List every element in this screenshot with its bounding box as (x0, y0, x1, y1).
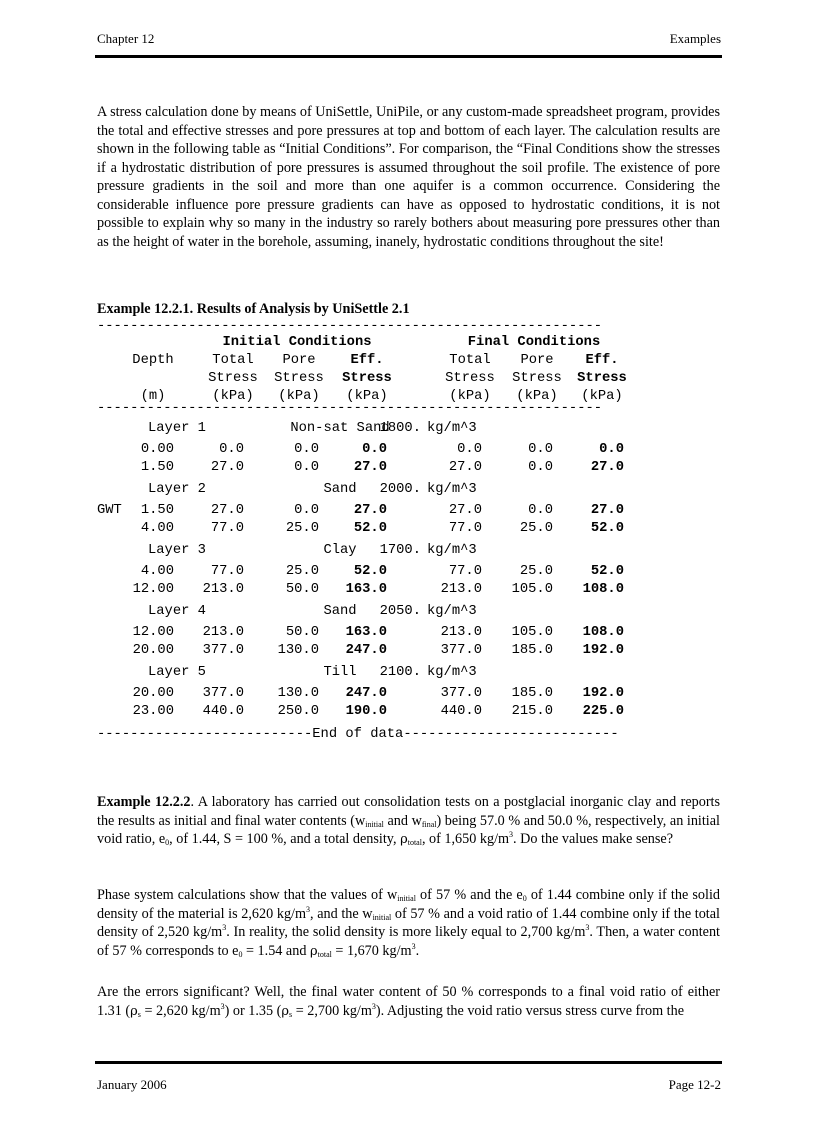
final-effective-stress: 27.0 (590, 503, 624, 518)
initial-pore-stress: 0.0 (294, 442, 319, 457)
initial-pore-stress: 0.0 (294, 503, 319, 518)
depth-value: 12.00 (132, 582, 174, 597)
layer-soil: Sand (323, 604, 357, 619)
final-effective-stress: 108.0 (582, 582, 624, 597)
footer-date: January 2006 (97, 1077, 167, 1092)
final-total-stress: 27.0 (448, 460, 482, 475)
final-pore-stress: 105.0 (511, 625, 553, 640)
layer-unit: kg/m^3 (427, 665, 477, 680)
col-header-initial-eff: Eff. (350, 353, 384, 368)
example-2-text: . A laboratory has carried out consolidation tests on a postglacial inorganic clay and reports the results as initial and final water contents ($w_{initial}$ and $w_{final}$) being 57.0 % and 50.0 %, respectively, an initial void ratio, $e_0$, of 1.44, S = 100 %, and a total density, $\rho_{total}$, of 1,650 $kg/m^3$. Do the values make sense? (97, 794, 721, 847)
final-effective-stress: 192.0 (582, 686, 624, 701)
col-header-final-total: (kPa) (449, 389, 491, 404)
initial-pore-stress: 25.0 (285, 521, 319, 536)
initial-pore-stress: 130.0 (277, 686, 319, 701)
layer-name: Layer 1 (148, 421, 206, 436)
initial-effective-stress: 163.0 (345, 582, 387, 597)
table-top-rule: ------------------------------------------------------------- (97, 319, 603, 334)
depth-value: 23.00 (132, 704, 174, 719)
initial-effective-stress: 247.0 (345, 686, 387, 701)
final-total-stress: 377.0 (440, 686, 482, 701)
initial-pore-stress: 50.0 (285, 582, 319, 597)
final-effective-stress: 27.0 (590, 460, 624, 475)
col-header-initial-total: Stress (208, 371, 258, 386)
depth-value: 1.50 (140, 503, 174, 518)
col-header-initial-total: Total (212, 353, 254, 368)
depth-value: 4.00 (140, 564, 174, 579)
final-pore-stress: 0.0 (528, 503, 553, 518)
layer-density: 2100. (379, 665, 421, 680)
final-total-stress: 213.0 (440, 582, 482, 597)
final-pore-stress: 185.0 (511, 686, 553, 701)
initial-pore-stress: 25.0 (285, 564, 319, 579)
depth-value: 12.00 (132, 625, 174, 640)
gwt-marker: GWT (97, 503, 122, 518)
initial-pore-stress: 0.0 (294, 460, 319, 475)
col-header-initial-pore: (kPa) (278, 389, 320, 404)
header-section: Examples (669, 31, 721, 46)
col-header-initial-eff: Stress (342, 371, 392, 386)
table-header-rule: ------------------------------------------------------------- (97, 401, 603, 416)
initial-conditions-heading: Initial Conditions (222, 335, 372, 350)
example-1-title: Example 12.2.1. Results of Analysis by UniSettle 2.1 (97, 301, 410, 317)
final-pore-stress: 0.0 (528, 460, 553, 475)
layer-soil: Sand (323, 482, 357, 497)
col-header-final-pore: (kPa) (516, 389, 558, 404)
end-of-data-line: --------------------------End of data-------------------------- (97, 727, 619, 742)
final-total-stress: 377.0 (440, 643, 482, 658)
depth-value: 0.00 (140, 442, 174, 457)
initial-effective-stress: 52.0 (353, 521, 387, 536)
initial-total-stress: 77.0 (210, 564, 244, 579)
layer-name: Layer 2 (148, 482, 206, 497)
final-effective-stress: 192.0 (582, 643, 624, 658)
depth-value: 1.50 (140, 460, 174, 475)
col-header-final-pore: Pore (520, 353, 554, 368)
final-total-stress: 27.0 (448, 503, 482, 518)
final-total-stress: 77.0 (448, 521, 482, 536)
col-header-final-total: Total (449, 353, 491, 368)
layer-name: Layer 3 (148, 543, 206, 558)
layer-density: 1800. (379, 421, 421, 436)
initial-effective-stress: 27.0 (353, 503, 387, 518)
layer-name: Layer 4 (148, 604, 206, 619)
col-header-final-total: Stress (445, 371, 495, 386)
initial-total-stress: 77.0 (210, 521, 244, 536)
initial-total-stress: 440.0 (202, 704, 244, 719)
initial-effective-stress: 27.0 (353, 460, 387, 475)
layer-density: 2000. (379, 482, 421, 497)
initial-total-stress: 377.0 (202, 643, 244, 658)
initial-total-stress: 0.0 (219, 442, 244, 457)
final-pore-stress: 25.0 (519, 521, 553, 536)
initial-effective-stress: 163.0 (345, 625, 387, 640)
initial-total-stress: 213.0 (202, 582, 244, 597)
example-2-paragraph (97, 793, 720, 850)
layer-density: 2050. (379, 604, 421, 619)
final-effective-stress: 52.0 (590, 521, 624, 536)
col-header-final-eff: Stress (577, 371, 627, 386)
final-total-stress: 440.0 (440, 704, 482, 719)
layer-soil: Till (323, 665, 357, 680)
col-header-final-pore: Stress (512, 371, 562, 386)
layer-name: Layer 5 (148, 665, 206, 680)
phase-calc-paragraph: Phase system calculations show that the values of $w_{initial}$ of 57 % and the $e_0$ of 1.44 combine only if the solid density of the material is 2,620 $kg/m^3$, and the $w_{initial}$ of 57 % and a void ratio of 1.44 combine only if the total density of 2,520 $kg/m^3$. In reality, the solid density is more likely equal to 2,700 $kg/m^3$. Then, a water content of 57 % corresponds to $e_0 = 1.54$ and $\rho_{total} = 1,670$ $kg/m^3$. (97, 887, 720, 959)
header-chapter: Chapter 12 (97, 31, 155, 46)
depth-value: 4.00 (140, 521, 174, 536)
final-pore-stress: 105.0 (511, 582, 553, 597)
errors-paragraph: Are the errors significant? Well, the final water content of 50 % corresponds to a final void ratio of either 1.31 ($\rho_s = 2,620$ $kg/m^3$) or 1.35 ($\rho_s = 2,700$ $kg/m^3$). Adjusting the void ratio versus stress curve from the (97, 984, 720, 1019)
col-header-depth: (m) (140, 389, 166, 404)
layer-unit: kg/m^3 (427, 543, 477, 558)
footer-page-number: Page 12-2 (668, 1077, 721, 1092)
initial-total-stress: 213.0 (202, 625, 244, 640)
final-effective-stress: 108.0 (582, 625, 624, 640)
initial-total-stress: 27.0 (210, 503, 244, 518)
initial-total-stress: 377.0 (202, 686, 244, 701)
initial-effective-stress: 0.0 (362, 442, 387, 457)
intro-paragraph: A stress calculation done by means of UniSettle, UniPile, or any custom-made spreadsheet program, provides the total and effective stresses and pore pressures at top and bottom of each layer. The calculation results are shown in the following table as “Initial Conditions”. For comparison, the “Final Conditions show the stresses if a hydrostatic distribution of pore pressures is assumed throughout the soil profile. The existence of pore pressure gradients in the soil and more than one aquifer is a common occurrence. Considering the considerable influence pore pressure gradients can have as opposed to hydrostatic conditions, it is not possible to explain why so many in the industry so rarely bothers about measuring pore pressures other than as the height of water in the borehole, assuming, inanely, hydrostatic conditions throughout the site! (97, 104, 720, 250)
layer-soil: Clay (323, 543, 357, 558)
col-header-initial-pore: Stress (274, 371, 324, 386)
col-header-final-eff: Eff. (585, 353, 619, 368)
layer-soil: Non-sat Sand (290, 421, 390, 436)
initial-total-stress: 27.0 (210, 460, 244, 475)
col-header-initial-pore: Pore (282, 353, 316, 368)
final-conditions-heading: Final Conditions (467, 335, 601, 350)
footer-rule (95, 1061, 722, 1064)
depth-value: 20.00 (132, 643, 174, 658)
final-pore-stress: 215.0 (511, 704, 553, 719)
initial-effective-stress: 52.0 (353, 564, 387, 579)
final-effective-stress: 0.0 (599, 442, 624, 457)
initial-effective-stress: 247.0 (345, 643, 387, 658)
depth-value: 20.00 (132, 686, 174, 701)
initial-pore-stress: 250.0 (277, 704, 319, 719)
layer-unit: kg/m^3 (427, 421, 477, 436)
final-total-stress: 0.0 (457, 442, 482, 457)
layer-unit: kg/m^3 (427, 482, 477, 497)
final-effective-stress: 52.0 (590, 564, 624, 579)
final-total-stress: 213.0 (440, 625, 482, 640)
header-rule (95, 55, 722, 58)
col-header-final-eff: (kPa) (581, 389, 623, 404)
layer-density: 1700. (379, 543, 421, 558)
col-header-depth: Depth (132, 353, 174, 368)
initial-effective-stress: 190.0 (345, 704, 387, 719)
col-header-initial-eff: (kPa) (346, 389, 388, 404)
initial-pore-stress: 130.0 (277, 643, 319, 658)
final-pore-stress: 25.0 (519, 564, 553, 579)
final-pore-stress: 185.0 (511, 643, 553, 658)
col-header-initial-total: (kPa) (212, 389, 254, 404)
final-effective-stress: 225.0 (582, 704, 624, 719)
final-total-stress: 77.0 (448, 564, 482, 579)
example-2-label: Example 12.2.2 (97, 794, 191, 810)
final-pore-stress: 0.0 (528, 442, 553, 457)
layer-unit: kg/m^3 (427, 604, 477, 619)
initial-pore-stress: 50.0 (285, 625, 319, 640)
